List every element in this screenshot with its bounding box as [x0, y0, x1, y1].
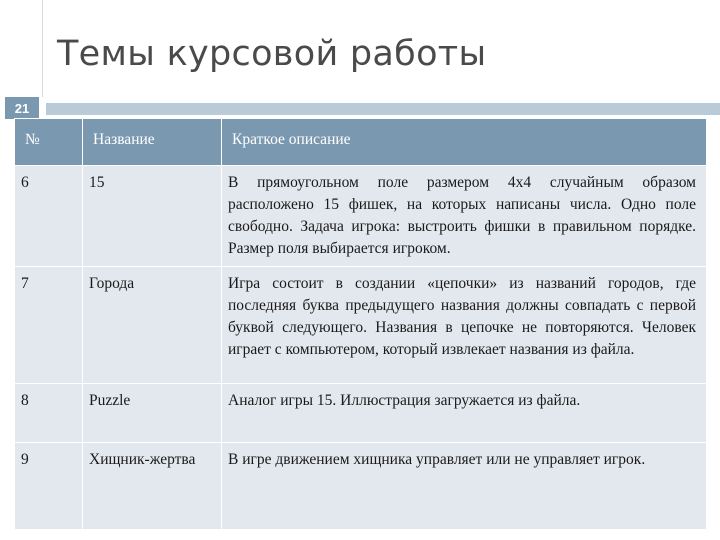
accent-bar [46, 103, 720, 115]
column-header-name: Название [83, 119, 222, 166]
slide-number-badge: 21 [5, 97, 39, 119]
table-row [15, 166, 707, 267]
cell-name: Хищник-жертва [83, 443, 222, 530]
table-header-row [15, 119, 707, 166]
cell-description: Аналог игры 15. Иллюстрация загружается из файла. [222, 384, 707, 443]
cell-description: Игра состоит в создании «цепочки» из названий городов, где последняя буква предыдущего названия должны совпадать с первой буквой следующего. Названия в цепочке не повторяются. Человек играет с компьютером, который извлекает названия из файла. [222, 267, 707, 384]
cell-number: 6 [15, 166, 83, 267]
cell-number: 9 [15, 443, 83, 530]
column-header-number: № [15, 119, 83, 166]
cell-number: 7 [15, 267, 83, 384]
table-row [15, 443, 707, 530]
decorative-divider [42, 0, 43, 97]
topics-table [14, 118, 707, 530]
cell-name: 15 [83, 166, 222, 267]
table-row [15, 384, 707, 443]
cell-number: 8 [15, 384, 83, 443]
cell-description: В прямоугольном поле размером 4х4 случайным образом расположено 15 фишек, на которых написаны числа. Одно поле свободно. Задача игрока: выстроить фишки в правильном порядке. Размер поля выбирается игроком. [222, 166, 707, 267]
cell-description: В игре движением хищника управляет или не управляет игрок. [222, 443, 707, 530]
slide-title: Темы курсовой работы [57, 34, 487, 74]
column-header-description: Краткое описание [222, 119, 707, 166]
table-row [15, 267, 707, 384]
cell-name: Города [83, 267, 222, 384]
cell-name: Puzzle [83, 384, 222, 443]
